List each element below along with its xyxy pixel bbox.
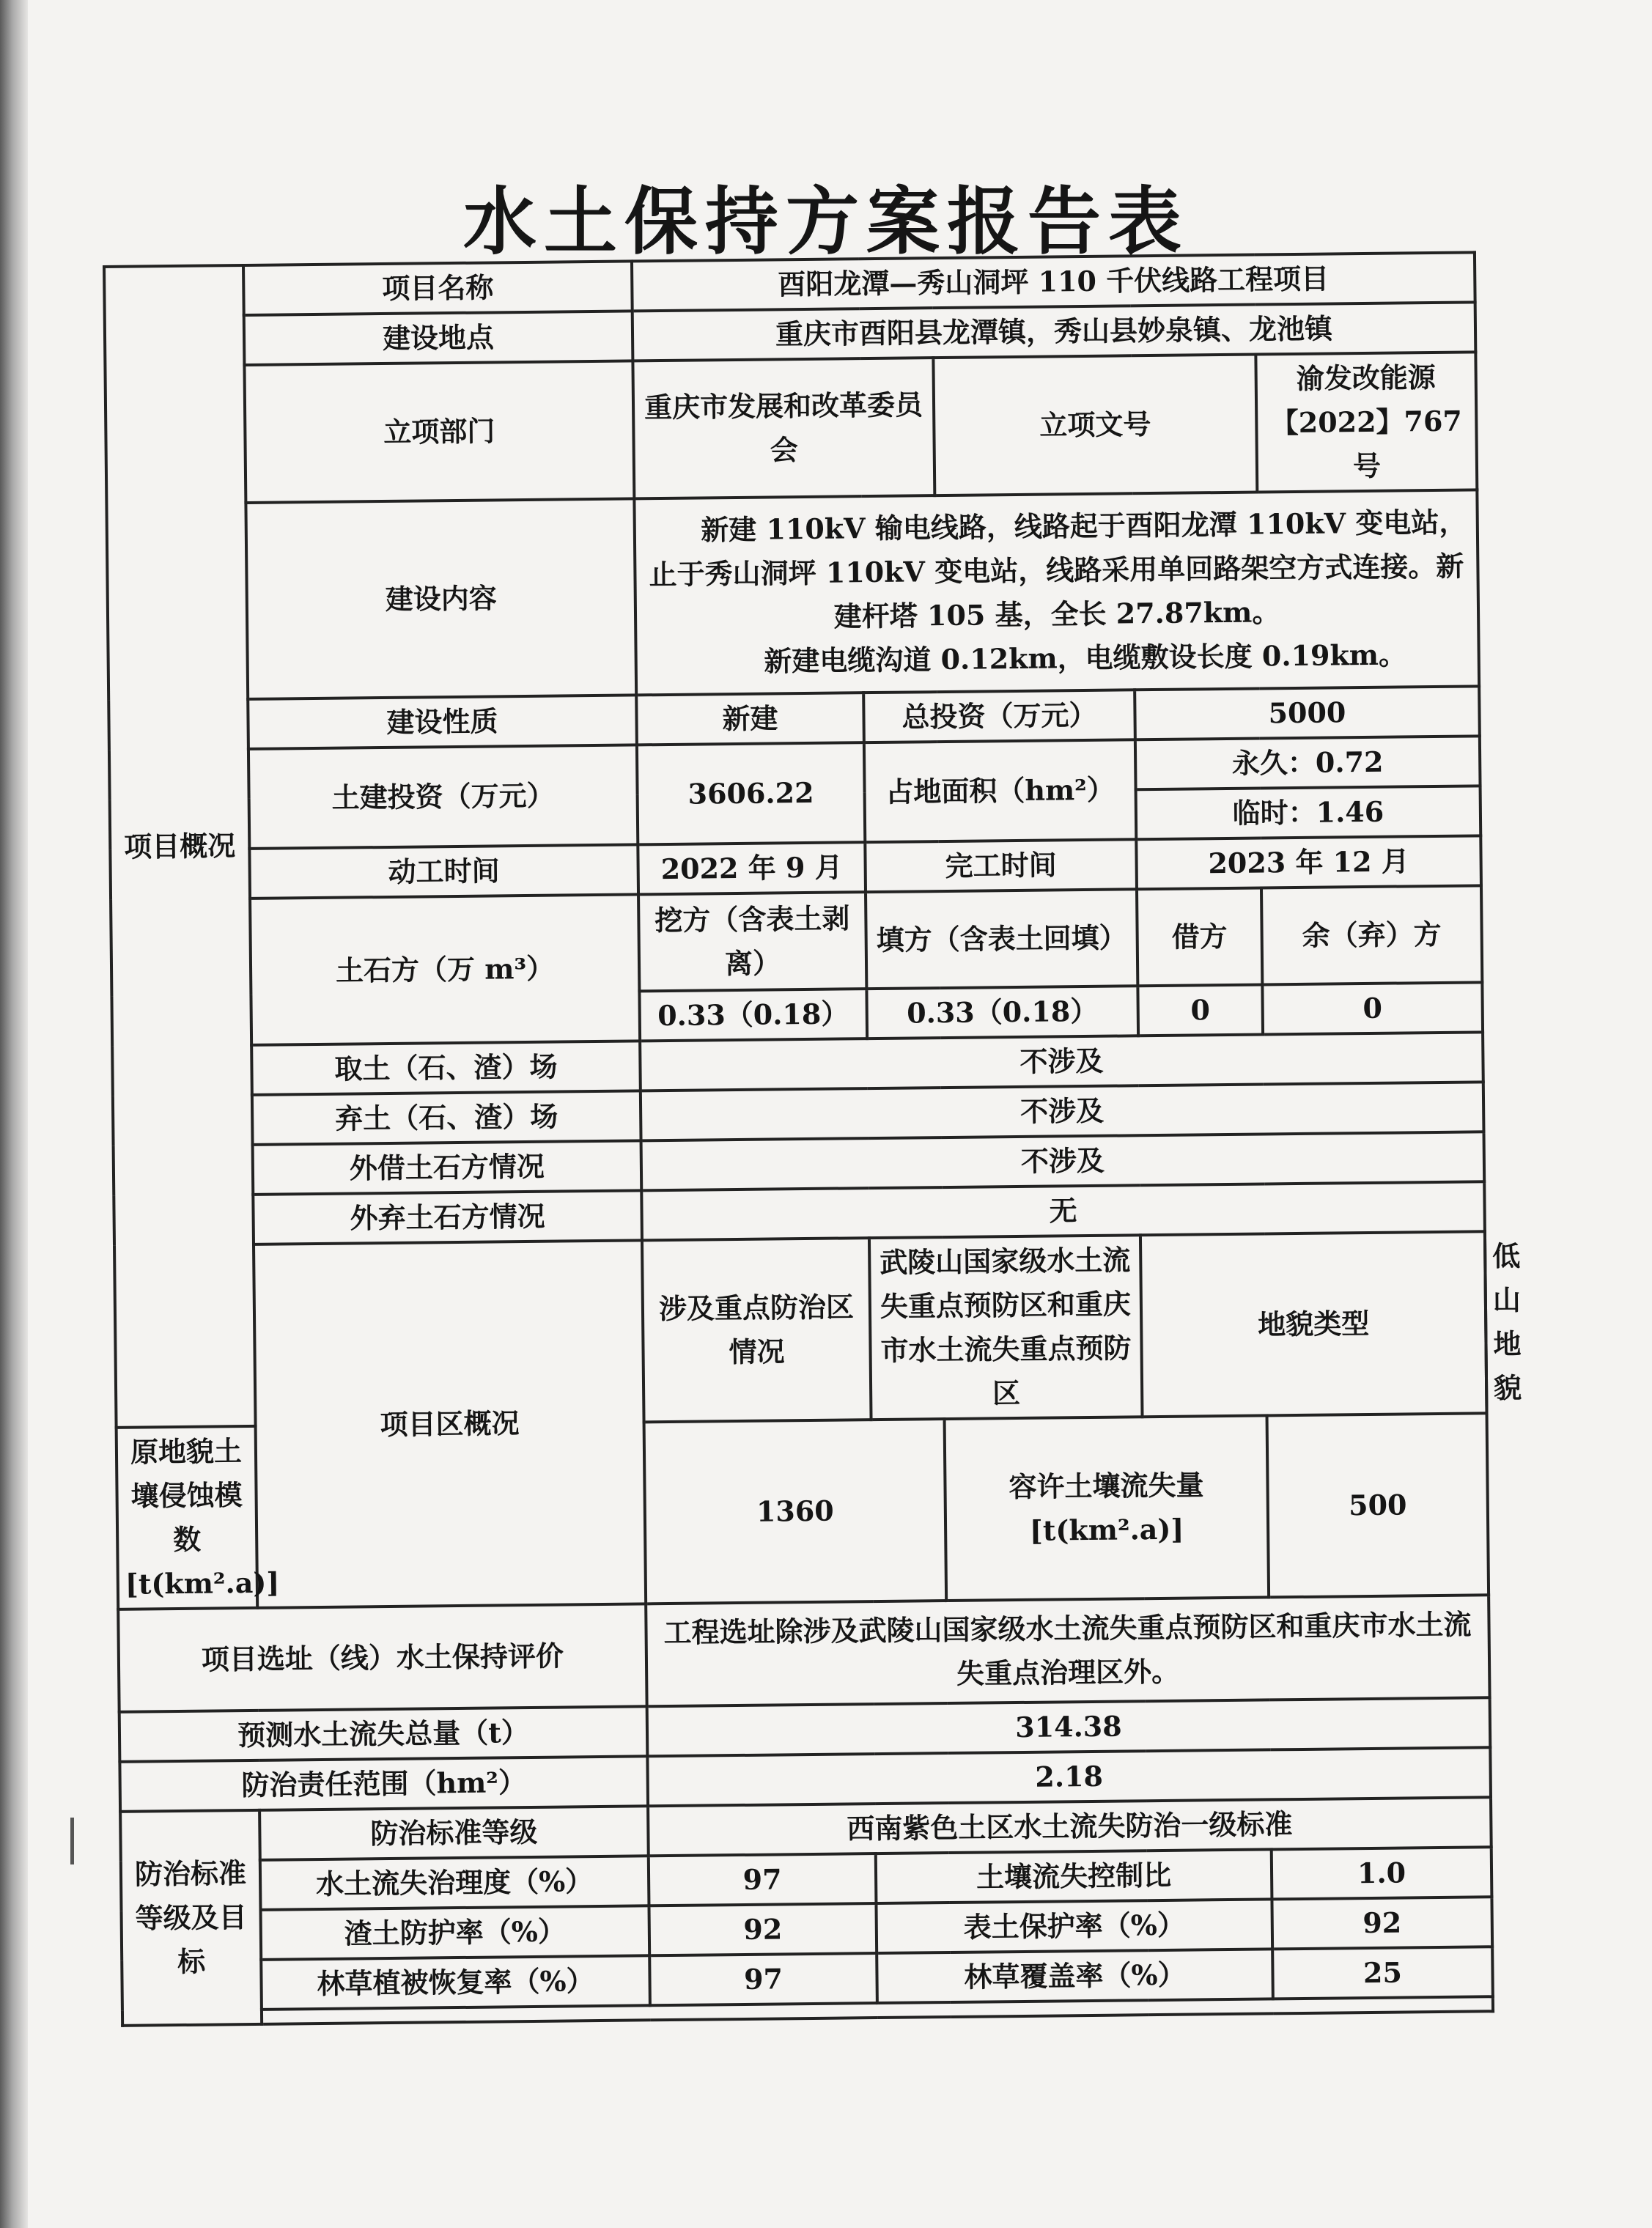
label-erosion: 原地貌土壤侵蚀模数[t(km².a)] — [117, 1426, 258, 1609]
label-spoil: 余（弃）方 — [1261, 885, 1482, 984]
table-row — [114, 1231, 1486, 1428]
value-key-zone: 武陵山国家级水土流失重点预防区和重庆市水土流失重点预防区 — [869, 1235, 1143, 1420]
scan-mark — [70, 1818, 74, 1864]
value-nature: 新建 — [636, 693, 864, 745]
value-control-ratio: 1.0 — [1272, 1847, 1492, 1899]
label-site-eval: 项目选址（线）水土保持评价 — [118, 1604, 646, 1712]
label-civil-invest: 土建投资（万元） — [248, 745, 638, 849]
value-grade: 西南紫色土区水土流失防治一级标准 — [648, 1797, 1491, 1856]
label-landform: 地貌类型 — [1140, 1231, 1487, 1417]
label-location: 建设地点 — [244, 311, 633, 365]
value-cut: 0.33（0.18） — [639, 989, 867, 1041]
label-earthwork: 土石方（万 m³） — [250, 894, 640, 1045]
value-spoil-site: 不涉及 — [641, 1082, 1484, 1140]
value-land-permanent: 永久：0.72 — [1135, 736, 1480, 789]
label-predicted-loss: 预测水土流失总量（t） — [119, 1706, 648, 1762]
label-cut: 挖方（含表土剥离） — [638, 892, 866, 991]
value-land-temporary: 临时：1.46 — [1136, 786, 1481, 839]
value-predicted-loss: 314.38 — [647, 1697, 1491, 1756]
label-fill: 填方（含表土回填） — [866, 889, 1137, 989]
value-topsoil: 92 — [1272, 1897, 1492, 1949]
label-resp-area: 防治责任范围（hm²） — [119, 1756, 648, 1812]
value-site-eval: 工程选址除涉及武陵山国家级水土流失重点预防区和重庆市水土流失重点治理区外。 — [646, 1595, 1489, 1706]
value-resp-area: 2.18 — [647, 1747, 1491, 1806]
value-location: 重庆市酉阳县龙潭镇，秀山县妙泉镇、龙池镇 — [633, 302, 1476, 361]
table-row — [111, 885, 1482, 997]
label-borrow: 借方 — [1137, 888, 1262, 986]
label-nature: 建设性质 — [248, 695, 637, 749]
label-content: 建设内容 — [246, 498, 636, 699]
value-coverage: 25 — [1272, 1947, 1493, 1999]
value-borrow: 0 — [1137, 984, 1263, 1036]
value-doc-no: 渝发改能源【2022】767 号 — [1255, 352, 1477, 492]
label-borrow-site: 取土（石、渣）场 — [251, 1041, 641, 1095]
label-department: 立项部门 — [244, 361, 634, 503]
report-table — [103, 251, 1522, 2026]
label-topsoil: 表土保护率（%） — [876, 1899, 1272, 1953]
group-area-overview: 项目区概况 — [254, 1240, 646, 1608]
label-land: 占地面积（hm²） — [864, 739, 1136, 842]
label-treatment: 水土流失治理度（%） — [260, 1856, 649, 1910]
value-total-invest: 5000 — [1135, 686, 1480, 739]
label-allow: 容许土壤流失量[t(km².a)] — [945, 1415, 1269, 1601]
value-content — [634, 490, 1479, 695]
label-slag: 渣土防护率（%） — [261, 1906, 650, 1960]
page-title: 水土保持方案报告表 — [463, 178, 1189, 265]
value-borrow-site: 不涉及 — [640, 1032, 1483, 1091]
label-spoil-site: 弃土（石、渣）场 — [252, 1091, 641, 1145]
value-ext-borrow: 不涉及 — [641, 1132, 1485, 1190]
group-project-overview: 项目概况 — [104, 265, 256, 1428]
value-ext-spoil: 无 — [641, 1181, 1485, 1240]
label-doc-no: 立项文号 — [933, 355, 1257, 496]
value-erosion: 1360 — [644, 1419, 947, 1604]
value-start: 2022 年 9 月 — [638, 842, 866, 894]
value-treatment: 97 — [649, 1853, 877, 1906]
label-key-zone: 涉及重点防治区情况 — [642, 1238, 871, 1422]
value-civil-invest: 3606.22 — [637, 742, 865, 844]
label-coverage: 林草覆盖率（%） — [877, 1949, 1273, 2003]
value-spoil: 0 — [1262, 982, 1483, 1034]
content-line: 新建 110kV 输电线路，线路起于酉阳龙潭 110kV 变电站，止于秀山洞坪 110kV 变电站，线路采用单回路架空方式连接。新建杆塔 105 基，全长 27.87km。 — [649, 505, 1467, 633]
value-department: 重庆市发展和改革委员会 — [633, 358, 934, 498]
label-ext-spoil: 外弃土石方情况 — [253, 1190, 642, 1244]
label-control-ratio: 土壤流失控制比 — [876, 1849, 1272, 1903]
value-slag: 92 — [649, 1903, 877, 1955]
table-row — [118, 1595, 1489, 1712]
group-standards: 防治标准等级及目标 — [120, 1810, 262, 2026]
label-project-name: 项目名称 — [243, 261, 633, 315]
label-start: 动工时间 — [249, 844, 638, 899]
value-allow: 500 — [1267, 1413, 1489, 1597]
scan-left-edge — [0, 0, 28, 2228]
label-ext-borrow: 外借土石方情况 — [253, 1140, 642, 1195]
table-row — [106, 490, 1479, 701]
content-line: 新建电缆沟道 0.12km，电缆敷设长度 0.19km。 — [764, 638, 1407, 678]
value-fill: 0.33（0.18） — [866, 986, 1138, 1039]
value-end: 2023 年 12 月 — [1136, 836, 1481, 889]
label-restoration: 林草植被恢复率（%） — [261, 1955, 650, 2010]
table-row — [105, 352, 1477, 504]
value-restoration: 97 — [649, 1953, 877, 2005]
label-total-invest: 总投资（万元） — [863, 690, 1135, 742]
label-end: 完工时间 — [865, 839, 1137, 892]
value-landform: 低山地貌 — [1485, 1231, 1487, 1413]
label-grade: 防治标准等级 — [259, 1806, 649, 1860]
value-project-name: 酉阳龙潭—秀山洞坪 110 千伏线路工程项目 — [632, 252, 1475, 311]
